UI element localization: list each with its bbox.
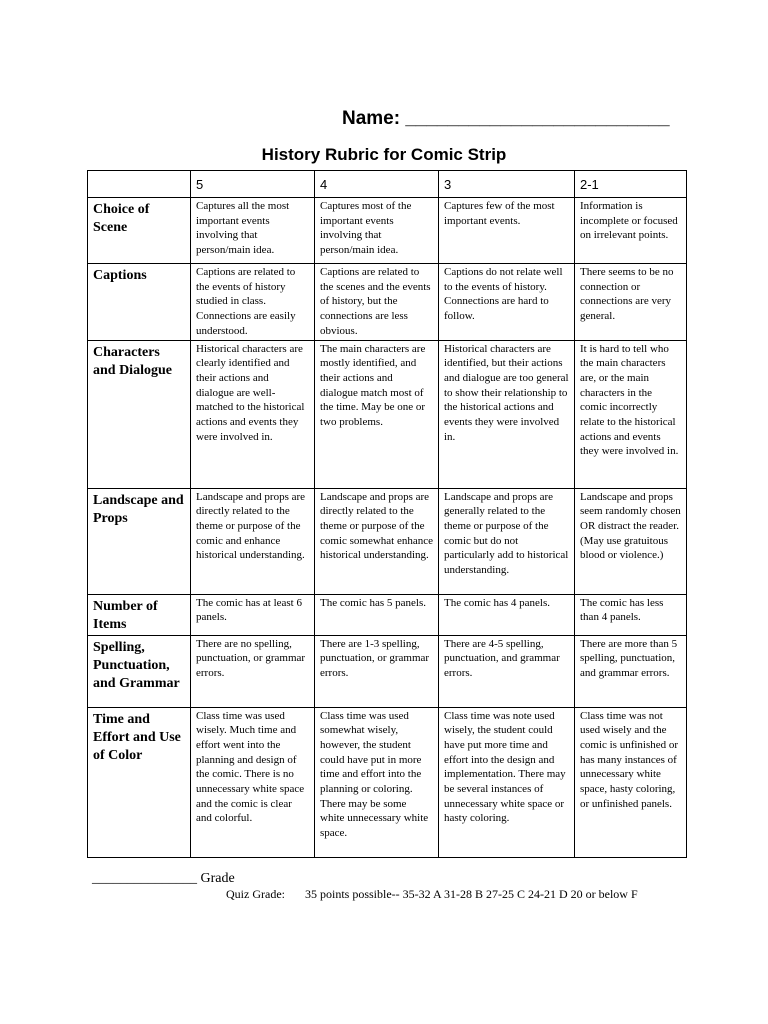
name-field-line: Name: _________________________: [342, 108, 670, 129]
table-row: [88, 198, 687, 264]
rubric-cell: Captions are related to the scenes and the events of history, but the connections are less obvious.: [315, 264, 439, 341]
rubric-cell: Landscape and props seem randomly chosen OR distract the reader. (May use gratuitous blood or violence.): [575, 488, 687, 594]
criterion-label: Characters and Dialogue: [88, 340, 191, 488]
table-row: [88, 488, 687, 594]
criterion-label: Time and Effort and Use of Color: [88, 707, 191, 857]
rubric-cell: Captures all the most important events involving that person/main idea.: [191, 198, 315, 264]
rubric-cell: Class time was used wisely. Much time and effort went into the planning and design of the comic. There is no unnecessary white space and the comic is clear and colorful.: [191, 707, 315, 857]
rubric-cell: Information is incomplete or focused on irrelevant points.: [575, 198, 687, 264]
rubric-cell: Landscape and props are directly related to the theme or purpose of the comic and enhance historical understanding.: [191, 488, 315, 594]
quiz-grade-values: 35 points possible-- 35-32 A 31-28 B 27-25 C 24-21 D 20 or below F: [304, 887, 638, 901]
rubric-cell: Class time was used somewhat wisely, however, the student could have put in more time and effort into the planning or coloring. There may be some white unnecessary white space.: [315, 707, 439, 857]
table-row: [88, 340, 687, 488]
header-score-4: 4: [315, 171, 439, 198]
rubric-cell: There are no spelling, punctuation, or grammar errors.: [191, 635, 315, 707]
criterion-label: Number of Items: [88, 594, 191, 635]
quiz-grade-label: Quiz Grade:: [226, 887, 285, 901]
rubric-cell: It is hard to tell who the main characters are, or the main characters in the comic incorrectly relate to the historical actions and events they were involved in.: [575, 340, 687, 488]
grade-line: _______________ Grade: [92, 871, 235, 886]
header-score-3: 3: [439, 171, 575, 198]
quiz-grade-scale: [226, 887, 638, 902]
rubric-cell: Landscape and props are directly related to the theme or purpose of the comic somewhat enhance historical understanding.: [315, 488, 439, 594]
rubric-cell: There seems to be no connection or connections are very general.: [575, 264, 687, 341]
header-score-5: 5: [191, 171, 315, 198]
header-criterion: [88, 171, 191, 198]
table-row: [88, 707, 687, 857]
criterion-label: Landscape and Props: [88, 488, 191, 594]
rubric-cell: Captions are related to the events of history studied in class. Connections are easily understood.: [191, 264, 315, 341]
rubric-cell: The comic has 5 panels.: [315, 594, 439, 635]
table-row: [88, 635, 687, 707]
criterion-label: Captions: [88, 264, 191, 341]
page-title: History Rubric for Comic Strip: [261, 145, 507, 164]
rubric-cell: Historical characters are clearly identified and their actions and dialogue are well-matched to the historical actions and events they were involved in.: [191, 340, 315, 488]
rubric-cell: The main characters are mostly identified, and their actions and dialogue match most of the time. May be one or two problems.: [315, 340, 439, 488]
rubric-cell: Captures few of the most important events.: [439, 198, 575, 264]
rubric-cell: Landscape and props are generally related to the theme or purpose of the comic but do not particularly add to historical understanding.: [439, 488, 575, 594]
rubric-cell: The comic has 4 panels.: [439, 594, 575, 635]
rubric-cell: Captions do not relate well to the events of history. Connections are hard to follow.: [439, 264, 575, 341]
rubric-cell: There are 1-3 spelling, punctuation, or grammar errors.: [315, 635, 439, 707]
rubric-cell: There are more than 5 spelling, punctuation, and grammar errors.: [575, 635, 687, 707]
rubric-table: [87, 170, 687, 858]
rubric-cell: The comic has at least 6 panels.: [191, 594, 315, 635]
rubric-cell: Historical characters are identified, but their actions and dialogue are too general to show their relationship to the historical actions and events they were involved in.: [439, 340, 575, 488]
rubric-cell: There are 4-5 spelling, punctuation, and grammar errors.: [439, 635, 575, 707]
rubric-cell: The comic has less than 4 panels.: [575, 594, 687, 635]
rubric-cell: Class time was not used wisely and the comic is unfinished or has many instances of unnecessary white space, hasty coloring, or unfinished panels.: [575, 707, 687, 857]
criterion-label: Spelling, Punctuation, and Grammar: [88, 635, 191, 707]
header-score-2-1: 2-1: [575, 171, 687, 198]
table-row: [88, 264, 687, 341]
rubric-cell: Captures most of the important events involving that person/main idea.: [315, 198, 439, 264]
criterion-label: Choice of Scene: [88, 198, 191, 264]
header-row: [88, 171, 687, 198]
table-row: [88, 594, 687, 635]
rubric-cell: Class time was note used wisely, the student could have put more time and effort into the design and implementation. There may be several instances of unnecessary white space or hasty coloring.: [439, 707, 575, 857]
